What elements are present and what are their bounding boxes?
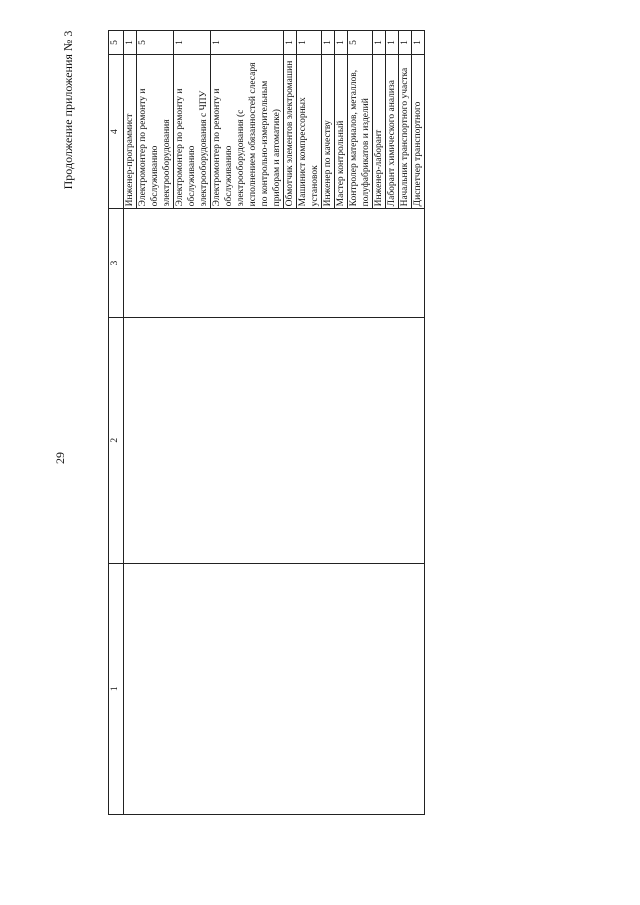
count-cell: 5: [137, 31, 174, 55]
position-cell: Лаборант химического анализа: [386, 55, 399, 209]
column-header-2: 2: [109, 317, 124, 563]
position-cell: Контролер материалов, металлов, полуфабрикатов и изделий: [348, 55, 373, 209]
column-header-3: 3: [109, 209, 124, 318]
count-cell: 1: [412, 31, 425, 55]
column-header-5: 5: [109, 31, 124, 55]
position-cell: Инженер-программист: [124, 55, 137, 209]
count-cell: 1: [211, 31, 284, 55]
position-cell: Машинист компрессорных установок: [297, 55, 322, 209]
staff-table: [108, 30, 578, 815]
count-cell: 5: [348, 31, 373, 55]
position-cell: Диспетчер транспортного: [412, 55, 425, 209]
count-cell: 1: [335, 31, 348, 55]
position-cell: Мастер контрольный: [335, 55, 348, 209]
position-cell: Инженер-лаборант: [373, 55, 386, 209]
count-cell: 1: [322, 31, 335, 55]
position-cell: Обмотчик элементов электромашин: [284, 55, 297, 209]
count-cell: 1: [174, 31, 211, 55]
table-row: [124, 31, 137, 815]
page-number: 29: [53, 452, 67, 464]
count-cell: 1: [373, 31, 386, 55]
count-cell: 1: [386, 31, 399, 55]
position-cell: Электромонтер по ремонту и обслуживанию электрооборудования (с исполнением обязанностей слесаря по контрольно-измерительным приборам и автоматике): [211, 55, 284, 209]
position-cell: Электромонтер по ремонту и обслуживанию электрооборудования с ЧПУ: [174, 55, 211, 209]
column-header-1: 1: [109, 563, 124, 814]
department-cell: [124, 563, 425, 814]
position-cell: Электромонтер по ремонту и обслуживанию электрооборудования: [137, 55, 174, 209]
count-cell: 1: [124, 31, 137, 55]
count-cell: 1: [297, 31, 322, 55]
appendix-continuation-note: Продолжение приложения № 3: [61, 30, 75, 190]
count-cell: 1: [284, 31, 297, 55]
structural-unit-cell: [124, 317, 425, 563]
count-cell: 1: [399, 31, 412, 55]
table-header-row: [109, 31, 124, 815]
position-cell: Инженер по качеству: [322, 55, 335, 209]
column-header-4: 4: [109, 55, 124, 209]
code-cell: [124, 209, 425, 318]
position-cell: Начальник транспортного участка: [399, 55, 412, 209]
